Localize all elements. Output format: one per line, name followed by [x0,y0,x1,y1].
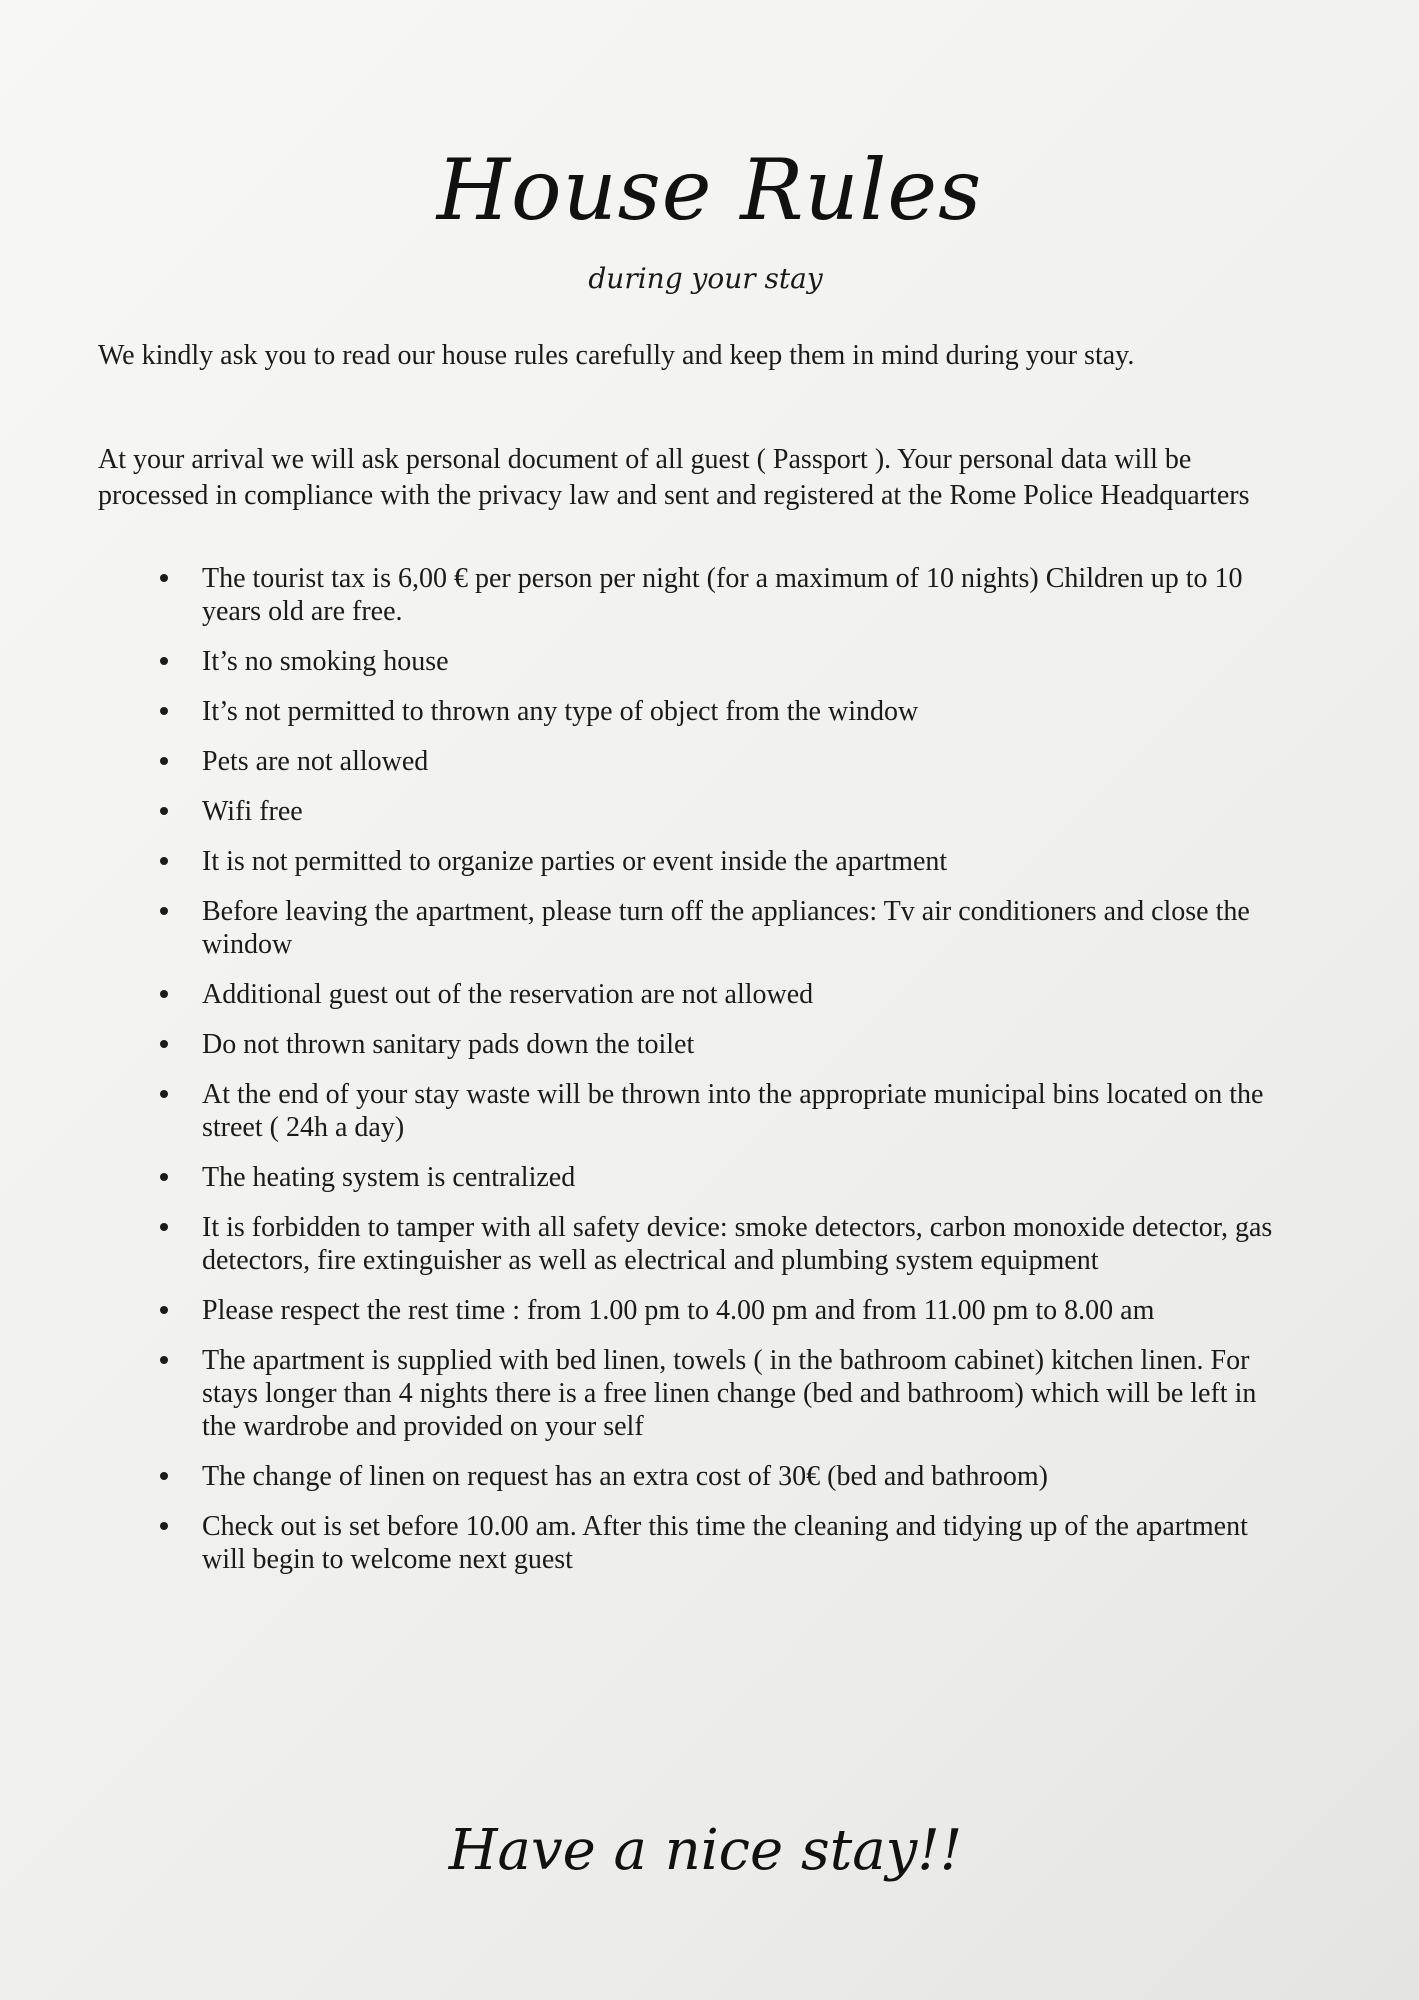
rule-item [152,895,1282,961]
rule-text: The heating system is centralized [202,1162,576,1193]
rule-text: Before leaving the apartment, please turn off the appliances: Tv air conditioners and close the window [202,896,1250,960]
rule-text: Do not thrown sanitary pads down the toilet [202,1029,695,1060]
bullet-icon [160,907,168,915]
rule-item [152,795,1282,828]
intro-paragraph-1: We kindly ask you to read our house rules carefully and keep them in mind during your stay. [98,340,1135,371]
rule-text: The tourist tax is 6,00 € per person per night (for a maximum of 10 nights) Children up to 10 years old are free. [202,563,1243,627]
bullet-icon [160,1522,168,1530]
rule-item [152,695,1282,728]
rule-item [152,645,1282,678]
document-title: House Rules [436,141,983,239]
bullet-icon [160,1356,168,1364]
bullet-icon [160,807,168,815]
rule-text: Please respect the rest time : from 1.00 pm to 4.00 pm and from 11.00 pm to 8.00 am [202,1295,1155,1326]
rule-item [152,978,1282,1011]
rule-item [152,562,1282,628]
bullet-icon [160,757,168,765]
rule-text: Additional guest out of the reservation are not allowed [202,979,814,1010]
rule-text: Pets are not allowed [202,746,429,777]
rule-text: It’s no smoking house [202,646,449,677]
rule-text: It’s not permitted to thrown any type of object from the window [202,696,919,727]
intro-paragraph-2: At your arrival we will ask personal document of all guest ( Passport ). Your personal data will be processed in compliance with the privacy law and sent and registered at the Rome Police Headquarters [98,444,1250,511]
bullet-icon [160,574,168,582]
bullet-icon [160,1173,168,1181]
bullet-icon [160,707,168,715]
rule-item [152,1028,1282,1061]
rule-item [152,1460,1282,1493]
bullet-icon [160,1223,168,1231]
rule-item [152,1078,1282,1144]
rule-item [152,1510,1282,1576]
bullet-icon [160,657,168,665]
rule-item [152,1344,1282,1443]
rule-item [152,1294,1282,1327]
rule-text: It is not permitted to organize parties or event inside the apartment [202,846,948,877]
closing-message: Have a nice stay!! [448,1818,963,1883]
rule-item [152,745,1282,778]
rule-text: It is forbidden to tamper with all safety device: smoke detectors, carbon monoxide detector, gas detectors, fire extinguisher as well as electrical and plumbing system equipment [202,1212,1273,1276]
rule-text: Check out is set before 10.00 am. After this time the cleaning and tidying up of the apartment will begin to welcome next guest [202,1511,1248,1575]
rule-text: The change of linen on request has an extra cost of 30€ (bed and bathroom) [202,1461,1048,1492]
bullet-icon [160,1472,168,1480]
document-subtitle: during your stay [588,262,823,295]
bullet-icon [160,1306,168,1314]
rule-text: Wifi free [202,796,303,827]
bullet-icon [160,990,168,998]
bullet-icon [160,857,168,865]
rule-item [152,1211,1282,1277]
rule-text: The apartment is supplied with bed linen, towels ( in the bathroom cabinet) kitchen linen. For stays longer than 4 nights there is a free linen change (bed and bathroom) which will be left in the wardrobe and provided on your self [202,1345,1257,1442]
rule-item [152,1161,1282,1194]
rule-text: At the end of your stay waste will be thrown into the appropriate municipal bins located on the street ( 24h a day) [202,1079,1264,1143]
rule-item [152,845,1282,878]
bullet-icon [160,1040,168,1048]
bullet-icon [160,1090,168,1098]
rules-list [152,562,1282,1593]
